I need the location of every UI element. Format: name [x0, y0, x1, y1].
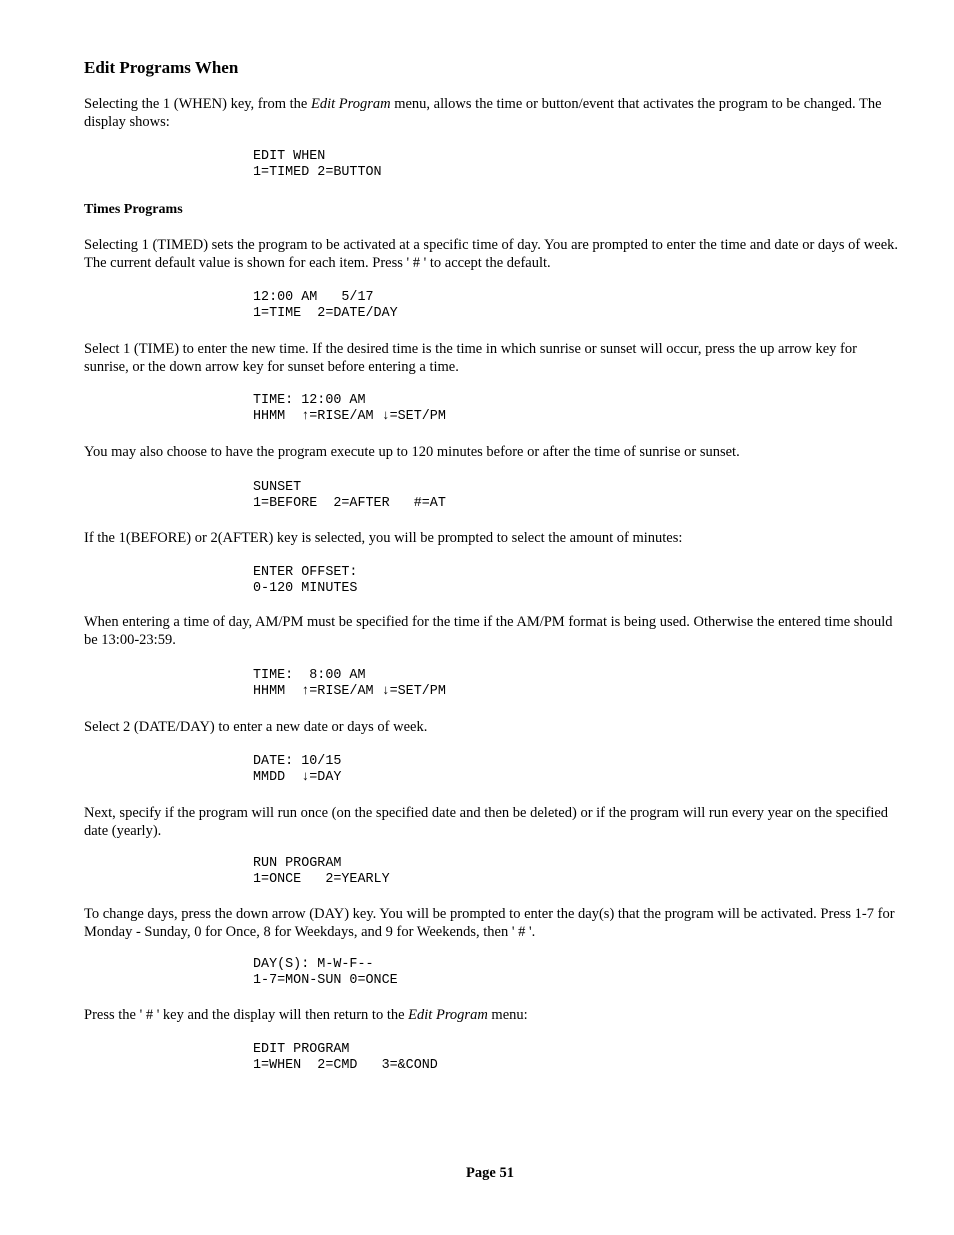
display-line: SUNSET — [253, 480, 302, 495]
display-line: ENTER OFFSET: — [253, 565, 358, 580]
display-line: 1=BEFORE 2=AFTER #=AT — [253, 496, 446, 511]
display-line: EDIT WHEN — [253, 149, 326, 164]
display-line: HHMM ↑=RISE/AM ↓=SET/PM — [253, 684, 446, 699]
display-days — [253, 957, 398, 989]
section-title: Edit Programs When — [84, 58, 239, 77]
display-line: 0-120 MINUTES — [253, 581, 358, 596]
display-line: TIME: 8:00 AM — [253, 668, 366, 683]
display-line: 1=ONCE 2=YEARLY — [253, 872, 390, 887]
display-sunset — [253, 480, 446, 512]
display-offset — [253, 565, 357, 597]
display-line: 1=WHEN 2=CMD 3=&COND — [253, 1058, 438, 1073]
timed-paragraph: Selecting 1 (TIMED) sets the program to be activated at a specific time of day. You are prompted to enter the time and date or days of week. The current default value is shown for each item. Press ' # ' to accept the default. — [84, 237, 899, 271]
display-line: MMDD ↓=DAY — [253, 770, 342, 785]
once-paragraph: Next, specify if the program will run once (on the specified date and then be deleted) or if the program will run every year on the specified date (yearly). — [84, 805, 889, 839]
display-time-entry — [253, 393, 446, 425]
display-date — [253, 754, 341, 786]
display-edit-when — [253, 149, 382, 181]
ampm-paragraph: When entering a time of day, AM/PM must be specified for the time if the AM/PM format is being used. Otherwise the entered time should be 13:00-23:59. — [84, 614, 893, 648]
subsection-title: Times Programs — [84, 202, 183, 217]
time-paragraph: Select 1 (TIME) to enter the new time. If the desired time is the time in which sunrise or sunset will occur, press the up arrow key for sunrise, or the down arrow key for sunset before entering a time. — [84, 341, 857, 375]
display-line: TIME: 12:00 AM — [253, 393, 366, 408]
page-number: Page 51 — [466, 1165, 514, 1181]
display-line: HHMM ↑=RISE/AM ↓=SET/PM — [253, 409, 446, 424]
intro-paragraph: Selecting the 1 (WHEN) key, from the Edit Program menu, allows the time or button/event that activates the program to be changed. The display shows: — [84, 96, 882, 130]
before-after-paragraph: If the 1(BEFORE) or 2(AFTER) key is selected, you will be prompted to select the amount of minutes: — [84, 530, 683, 546]
return-paragraph: Press the ' # ' key and the display will then return to the Edit Program menu: — [84, 1007, 528, 1023]
date-paragraph: Select 2 (DATE/DAY) to enter a new date or days of week. — [84, 719, 428, 735]
display-line: 12:00 AM 5/17 — [253, 290, 374, 305]
display-line: 1=TIME 2=DATE/DAY — [253, 306, 398, 321]
offset-paragraph: You may also choose to have the program execute up to 120 minutes before or after the time of sunrise or sunset. — [84, 444, 740, 460]
display-line: DAY(S): M-W-F-- — [253, 957, 374, 972]
days-paragraph: To change days, press the down arrow (DAY) key. You will be prompted to enter the day(s) that the program will be activated. Press 1-7 for Monday - Sunday, 0 for Once, 8 for Weekdays, and 9 for Weekends, then ' # '. — [84, 906, 895, 940]
display-line: EDIT PROGRAM — [253, 1042, 350, 1057]
display-run-program — [253, 856, 390, 888]
display-line: RUN PROGRAM — [253, 856, 342, 871]
display-line: 1=TIMED 2=BUTTON — [253, 165, 382, 180]
display-line: DATE: 10/15 — [253, 754, 342, 769]
display-line: 1-7=MON-SUN 0=ONCE — [253, 973, 398, 988]
display-edit-program — [253, 1042, 438, 1074]
display-default-values — [253, 290, 398, 322]
display-time-example — [253, 668, 446, 700]
